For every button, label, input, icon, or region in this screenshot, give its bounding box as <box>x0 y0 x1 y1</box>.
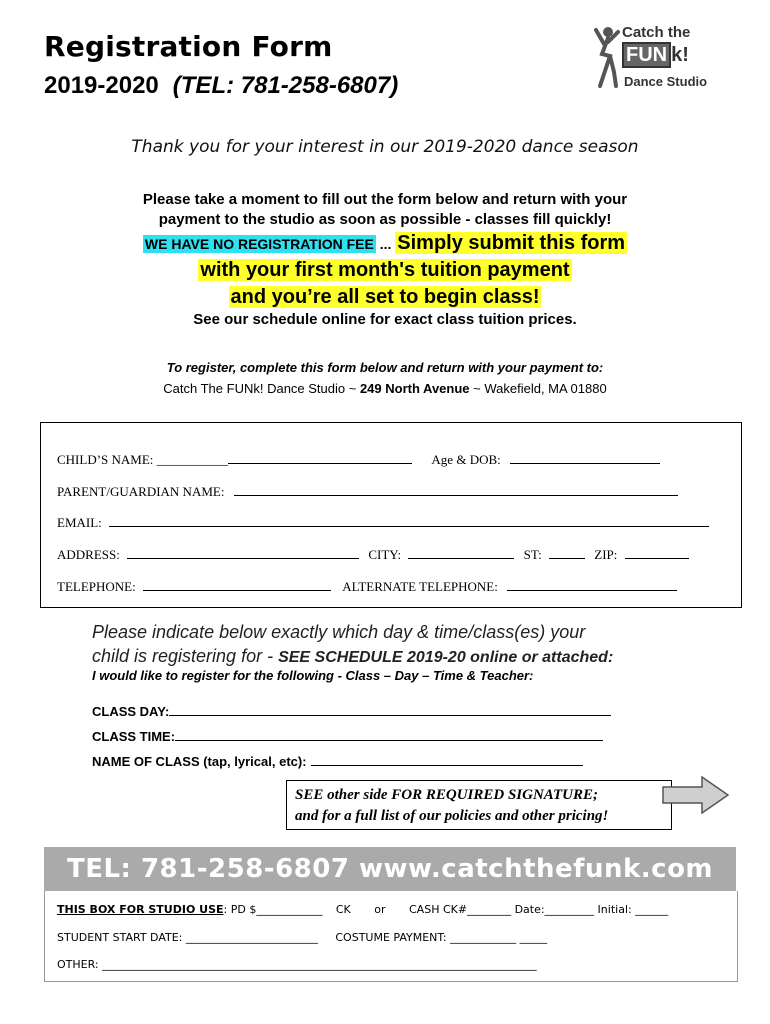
logo-fun: FUN <box>622 42 671 68</box>
no-fee-highlight: WE HAVE NO REGISTRATION FEE <box>144 236 374 252</box>
submit-line-2: with your first month's tuition payment <box>200 259 570 281</box>
class-time-label: CLASS TIME: <box>92 729 176 744</box>
class-instructions <box>92 620 613 670</box>
logo-k: k! <box>671 44 689 66</box>
parent-row <box>57 483 678 500</box>
address-suffix: ~ Wakefield, MA 01880 <box>469 381 607 396</box>
ck-option: CK <box>335 903 351 916</box>
logo-line-1: Catch the <box>622 24 691 41</box>
page-title: Registration Form <box>44 30 333 63</box>
register-instructions: To register, complete this form below and return with your payment to: <box>166 360 604 375</box>
no-fee-line <box>0 232 770 255</box>
class-day-label: CLASS DAY: <box>92 704 170 719</box>
submit-line-2-wrap <box>0 259 770 282</box>
studio-address <box>0 381 770 396</box>
alt-telephone-field[interactable] <box>507 578 677 591</box>
contact-banner: TEL: 781-258-6807 www.catchthefunk.com <box>44 847 736 891</box>
thanks-message: Thank you for your interest in our 2019-2020 dance season <box>131 137 639 157</box>
address-label: ADDRESS: <box>57 547 120 562</box>
or-text: or <box>374 903 386 916</box>
alt-telephone-label: ALTERNATE TELEPHONE: <box>342 579 498 594</box>
child-name-field[interactable] <box>228 451 412 464</box>
age-dob-label: Age & DOB: <box>431 452 501 467</box>
parent-field[interactable] <box>234 483 678 496</box>
dancer-icon <box>594 24 620 88</box>
class-name-row <box>92 753 583 769</box>
email-label: EMAIL: <box>57 515 102 530</box>
zip-label: ZIP: <box>594 547 618 562</box>
class-time-field[interactable] <box>175 728 603 741</box>
instructions <box>0 190 770 230</box>
pd-field: : PD $____________ <box>223 903 323 916</box>
schedule-reference: SEE SCHEDULE 2019-20 online or attached: <box>278 649 614 666</box>
class-instructions-line-1: Please indicate below exactly which day & time/class(es) your <box>92 622 586 642</box>
class-day-field[interactable] <box>169 703 611 716</box>
class-instructions-text: child is registering for - <box>92 646 279 666</box>
studio-use-box <box>44 891 738 982</box>
address-street: 249 North Avenue <box>359 381 470 396</box>
child-name-label: CHILD’S NAME: ___________ <box>57 452 229 467</box>
submit-line-3-wrap <box>0 286 770 309</box>
instructions-line-1: Please take a moment to fill out the form below and return with your <box>142 191 628 208</box>
signature-note-line-1: SEE other side FOR REQUIRED SIGNATURE; <box>295 787 598 803</box>
address-field[interactable] <box>127 546 359 559</box>
signature-note <box>286 780 672 830</box>
payment-row <box>57 903 668 916</box>
email-field[interactable] <box>109 514 709 527</box>
state-label: ST: <box>523 547 542 562</box>
class-time-row <box>92 728 603 744</box>
submit-line-1: Simply submit this form <box>397 232 626 254</box>
parent-label: PARENT/GUARDIAN NAME: <box>57 484 225 499</box>
start-date-row <box>57 931 547 944</box>
header-phone: (TEL: 781-258-6807) <box>172 72 399 99</box>
address-prefix: Catch The FUNk! Dance Studio ~ <box>163 381 360 396</box>
signature-note-line-2: and for a full list of our policies and other pricing! <box>295 808 609 824</box>
telephone-field[interactable] <box>143 578 331 591</box>
instructions-line-2: payment to the studio as soon as possible - classes fill quickly! <box>158 211 612 228</box>
class-name-label: NAME OF CLASS (tap, lyrical, etc): <box>92 754 307 769</box>
schedule-note: See our schedule online for exact class tuition prices. <box>193 311 577 328</box>
cash-row: CASH CK#________ Date:_________ Initial: ______ <box>409 903 669 916</box>
zip-field[interactable] <box>625 546 689 559</box>
other-row: OTHER: _______________________________________________________________________________ <box>57 958 537 971</box>
class-day-row <box>92 703 611 719</box>
city-field[interactable] <box>408 546 514 559</box>
class-name-field[interactable] <box>311 753 583 766</box>
email-row <box>57 514 709 531</box>
age-dob-field[interactable] <box>510 451 660 464</box>
logo-line-2 <box>622 44 689 67</box>
class-instructions-line-2 <box>92 644 613 670</box>
costume-payment-field: COSTUME PAYMENT: ____________ _____ <box>335 931 548 944</box>
register-following: I would like to register for the following - Class – Day – Time & Teacher: <box>92 668 534 683</box>
logo-line-3: Dance Studio <box>624 74 708 89</box>
telephone-label: TELEPHONE: <box>57 579 136 594</box>
submit-line-3: and you’re all set to begin class! <box>230 286 540 308</box>
state-field[interactable] <box>549 546 585 559</box>
child-name-row <box>57 451 660 468</box>
season-year: 2019-2020 <box>44 72 159 99</box>
telephone-row <box>57 578 677 595</box>
start-date-field: STUDENT START DATE: ________________________ <box>57 931 318 944</box>
studio-use-label: THIS BOX FOR STUDIO USE <box>57 903 224 916</box>
contact-form <box>40 422 742 608</box>
address-row <box>57 546 689 563</box>
arrow-right-icon <box>662 776 730 814</box>
studio-logo <box>594 22 734 92</box>
ellipsis: ... <box>375 236 396 252</box>
season-line <box>44 72 398 100</box>
city-label: CITY: <box>368 547 402 562</box>
